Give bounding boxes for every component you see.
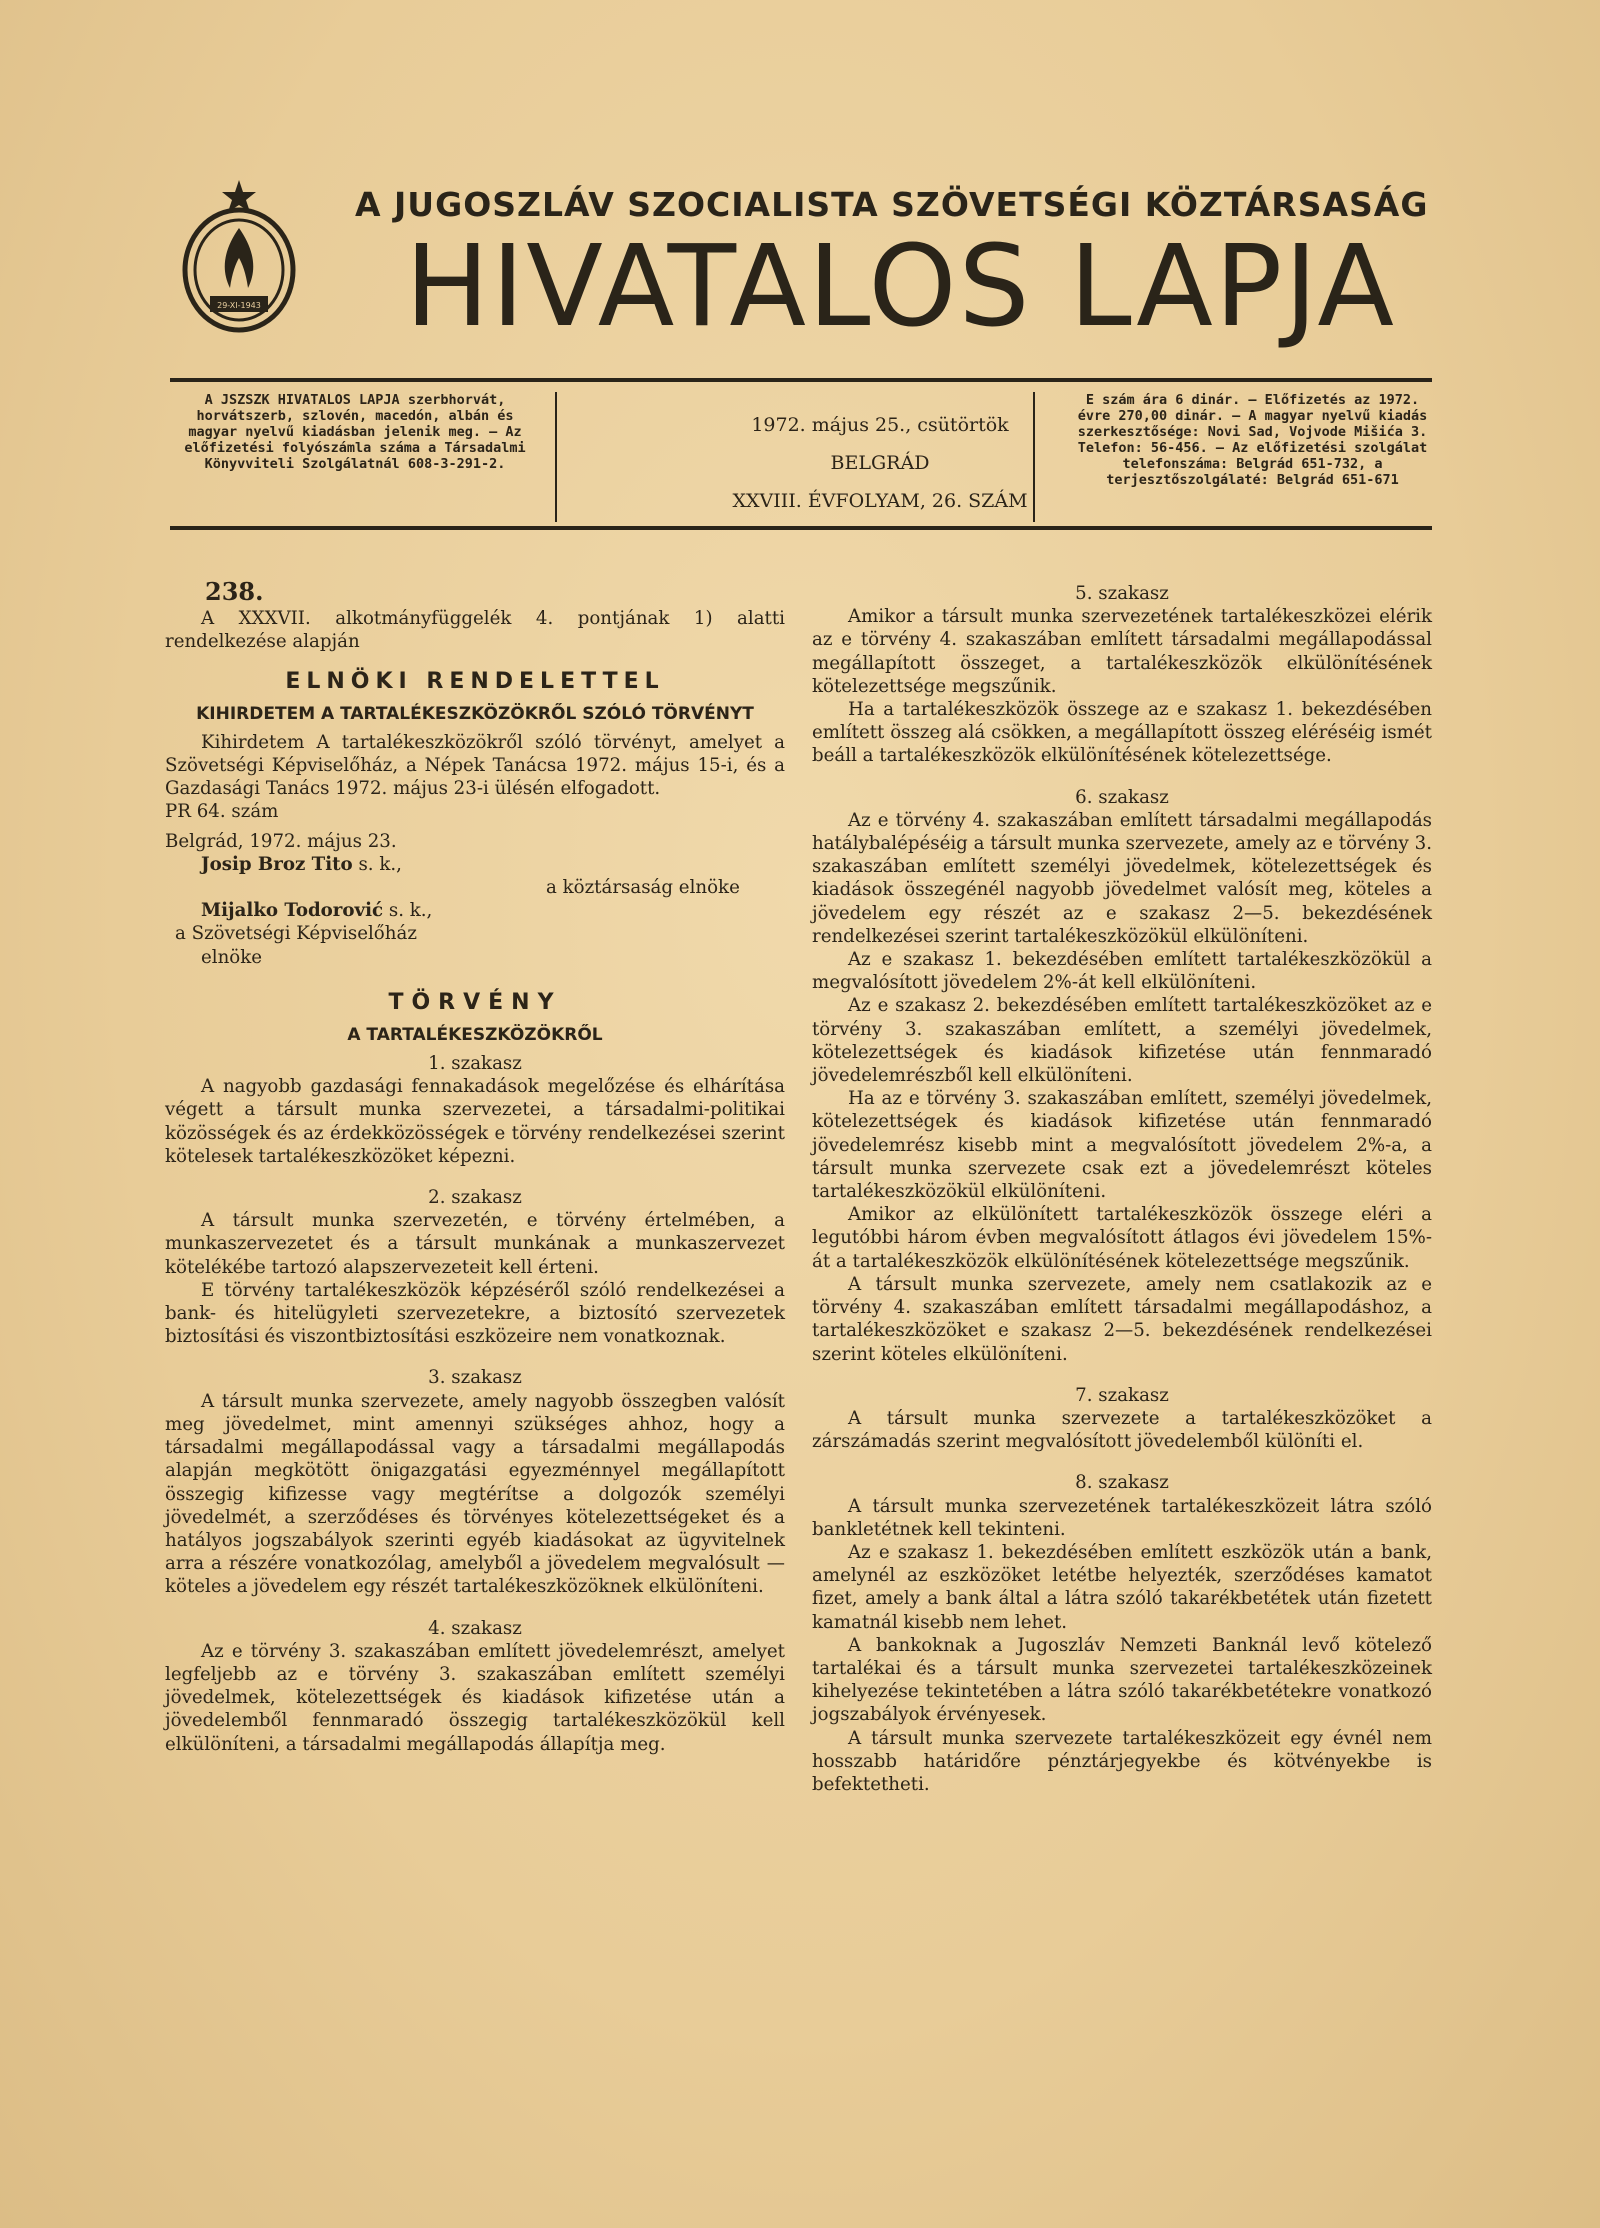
- signature-1: [165, 853, 785, 876]
- section-6-text-4: Ha az e törvény 3. szakaszában említett, személyi jövedelmek, kötelezettségek és kiadások kifizetése után fennmaradó jövedelemrész kisebb mint a megvalósított jövedelem 2%-a, a társult munka szervezete csak ezt a jövedelemrészt köteles tartalékeszközökül elkülöníteni.: [812, 1088, 1432, 1203]
- section-2-title: 2. szakasz: [428, 1187, 522, 1209]
- place-date: Belgrád, 1972. május 23.: [165, 830, 397, 852]
- signature-2-role-2: elnöke: [201, 946, 263, 968]
- section-8-text-3: A bankoknak a Jugoszláv Nemzeti Banknál levő kötelező tartalékai és a társult munka szervezetei tartalékeszközeinek kihelyezése tekintetében a látra szóló takarékbetétekre vonatkozó jogszabályok érvényesek.: [812, 1634, 1432, 1726]
- signature-2: [165, 899, 785, 922]
- section-1-text: A nagyobb gazdasági fennakadások megelőzése és elhárítása végett a társult munka szervezetei, a társadalmi-politikai közösségek és az érdekközösségek e törvény rendelkezései szerint kötelesek tartalékeszközöket képezni.: [165, 1076, 785, 1167]
- section-5-title: 5. szakasz: [1075, 583, 1169, 604]
- law-title: TÖRVÉNY: [388, 989, 562, 1015]
- info-bottom-rule: [170, 526, 1432, 530]
- signature-2-role: a Szövetségi Képviselőház: [175, 923, 417, 945]
- info-left-text: A JSZSZK HIVATALOS LAPJA szerbhorvát, horvátszerb, szlovén, macedón, albán és magyar nyelvű kiadásban jelenik meg. — Az előfizetési folyószámla száma a Társadalmi Könyvviteli Szolgálatnál 608-3-291-2.: [184, 392, 526, 472]
- section-4-text: Az e törvény 3. szakaszában említett jövedelemrészt, amelyet legfeljebb az e törvény 3. szakaszában említett személyi jövedelmek, kötelezettségek és kiadások kifizetése után a jövedelemből fennmaradó összegig tartalékeszközökül kell elkülöníteni, a társadalmi megállapodás állapítja meg.: [165, 1640, 785, 1755]
- issue-number: XXVIII. ÉVFOLYAM, 26. SZÁM: [732, 490, 1028, 512]
- info-right-text: E szám ára 6 dinár. — Előfizetés az 1972. évre 270,00 dinár. — A magyar nyelvű kiadás szerkesztősége: Novi Sad, Vojvode Mišića 3. Telefon: 56-456. — Az előfizetési szolgálat telefonszáma: Belgrád 651-732, a terjesztőszolgálaté: Belgrád 651-671: [1077, 392, 1428, 488]
- section-6-text-3: Az e szakasz 2. bekezdésében említett tartalékeszközöket az e törvény 3. szakaszában említett, a személyi jövedelmek, kötelezettségek és kiadások kifizetése után fennmaradó jövedelemrészből kell elkülöníteni.: [812, 995, 1432, 1087]
- section-3-text: A társult munka szervezete, amely nagyobb összegben valósít meg jövedelmet, mint amennyi szükséges ahhoz, hogy a társadalmi megállapodással vagy a társadalmi megállapodás alapján megkötött önigazgatási egyezménnyel megállapított összegig kifizesse vagy megtérítse a dolgozók személyi jövedelmét, a szerződéses és törvényes kötelezettségeket és a hatályos jogszabályok szerinti egyéb kiadásokat az ügyvitelnek arra a részére vonatkozólag, amelyből a jövedelem megvalósult — köteles a jövedelem egy részét tartalékeszközöknek elkülöníteni.: [165, 1390, 785, 1598]
- issue-date: 1972. május 25., csütörtök: [751, 414, 1009, 436]
- info-separator-right: [1033, 392, 1035, 522]
- section-8-title: 8. szakasz: [1075, 1472, 1169, 1494]
- section-8-text-2: Az e szakasz 1. bekezdésében említett eszközök után a bank, amelynél az eszközöket letétbe helyezték, szerződéses kamatot fizet, amely a bank által a látra szóló takarékbetétek után fizetett kamatnál kisebb nem lehet.: [812, 1541, 1432, 1633]
- info-separator-left: [555, 392, 557, 522]
- section-2-text-1: A társult munka szervezetén, e törvény értelmében, a munkaszervezetet és a társult munkának a munkaszervezet kötelékébe tartozó alapszervezeteit kell érteni.: [165, 1210, 785, 1278]
- section-6-text-2: Az e szakasz 1. bekezdésében említett tartalékeszközökül a megvalósított jövedelem 2%-át kell elkülöníteni.: [812, 949, 1432, 994]
- law-subtitle: A TARTALÉKESZKÖZÖKRŐL: [347, 1025, 603, 1046]
- promulgation-heading: KIHIRDETEM A TARTALÉKESZKÖZÖKRŐL SZÓLÓ TÖRVÉNYT: [196, 703, 754, 724]
- state-emblem-icon: [180, 178, 298, 338]
- signature-2-sk: s. k.,: [383, 900, 433, 922]
- section-5-text-2: Ha a tartalékeszközök összege az e szakasz 1. bekezdésében említett összeg alá csökken, a megállapított összeg eléréséig ismét beáll a tartalékeszközök elkülönítésének kötelezettsége.: [812, 699, 1432, 767]
- info-bar: [170, 392, 1430, 522]
- masthead-rule: [170, 378, 1432, 382]
- masthead-title: HIVATALOS LAPJA: [405, 222, 1397, 352]
- signature-1-sk: s. k.,: [352, 853, 402, 875]
- section-2-text-2: E törvény tartalékeszközök képzéséről szóló rendelkezései a bank- és hitelügyleti szervezetekre, a biztosító szervezetek biztosítási és viszontbiztosítási eszközeire nem vonatkoznak.: [165, 1279, 785, 1348]
- section-3-title: 3. szakasz: [428, 1367, 522, 1389]
- section-8-text-1: A társult munka szervezetének tartalékeszközeit látra szóló bankletétnek kell tekinteni.: [812, 1495, 1432, 1540]
- section-1-title: 1. szakasz: [428, 1053, 522, 1075]
- right-column: [812, 582, 1432, 1796]
- section-5-text-1: Amikor a társult munka szervezetének tartalékeszközei elérik az e törvény 4. szakaszában említett társadalmi megállapodással megállapított összeget, a tartalékeszközök elkülönítésének kötelezettsége megszűnik.: [812, 606, 1432, 697]
- section-6-text-5: Amikor az elkülönített tartalékeszközök összege eléri a legutóbbi három évben megvalósított átlagos évi jövedelem 15%-át a tartalékeszközök elkülönítésének kötelezettsége megszűnik.: [812, 1204, 1432, 1272]
- section-4-title: 4. szakasz: [428, 1617, 522, 1639]
- section-6-title: 6. szakasz: [1075, 786, 1169, 808]
- section-6-text-1: Az e törvény 4. szakaszában említett társadalmi megállapodás hatálybalépéséig a társult munka szervezete, amely az e törvény 3. szakaszában említett személyi jövedelmek, kötelezettségek és kiadások összegénél nagyobb jövedelmet valósít meg, köteles a jövedelem egy részét az e szakasz 2—5. bekezdésének rendelkezései szerint tartalékeszközökül elkülöníteni.: [812, 809, 1432, 947]
- section-7-text: A társult munka szervezete a tartalékeszközöket a zárszámadás szerint megvalósított jövedelemből különíti el.: [812, 1407, 1432, 1453]
- section-6-text-6: A társult munka szervezete, amely nem csatlakozik az e törvény 4. szakaszában említett társadalmi megállapodáshoz, a tartalékeszközöket e szakasz 2—5. bekezdésének rendelkezései szerint köteles elkülöníteni.: [812, 1273, 1432, 1365]
- issue-city: BELGRÁD: [830, 452, 930, 474]
- emblem-date-text: 29-XI-1943: [217, 301, 261, 310]
- section-8-text-4: A társult munka szervezete tartalékeszközeit egy évnél nem hosszabb határidőre pénztárjegyekbe és kötvényekbe is befektetheti.: [812, 1727, 1432, 1795]
- intro-text: A XXXVII. alkotmányfüggelék 4. pontjának 1) alatti rendelkezése alapján: [165, 608, 785, 653]
- section-7-title: 7. szakasz: [1075, 1384, 1169, 1406]
- signature-2-name: Mijalko Todorović: [201, 900, 384, 922]
- act-number: 238.: [205, 577, 264, 606]
- signature-1-role: a köztársaság elnöke: [546, 877, 740, 899]
- promulgation-body: Kihirdetem A tartalékeszközökről szóló törvényt, amelyet a Szövetségi Képviselőház, a Népek Tanácsa 1972. május 15-i, és a Gazdasági Tanács 1972. május 23-i ülésén elfogadott.: [165, 731, 785, 800]
- left-column: [165, 577, 785, 1756]
- masthead-kicker: A JUGOSZLÁV SZOCIALISTA SZÖVETSÉGI KÖZTÁRSASÁG: [355, 185, 1429, 224]
- pr-number: PR 64. szám: [165, 801, 279, 823]
- signature-1-name: Josip Broz Tito: [201, 853, 353, 875]
- decree-heading: ELNÖKI RENDELETTEL: [285, 668, 665, 694]
